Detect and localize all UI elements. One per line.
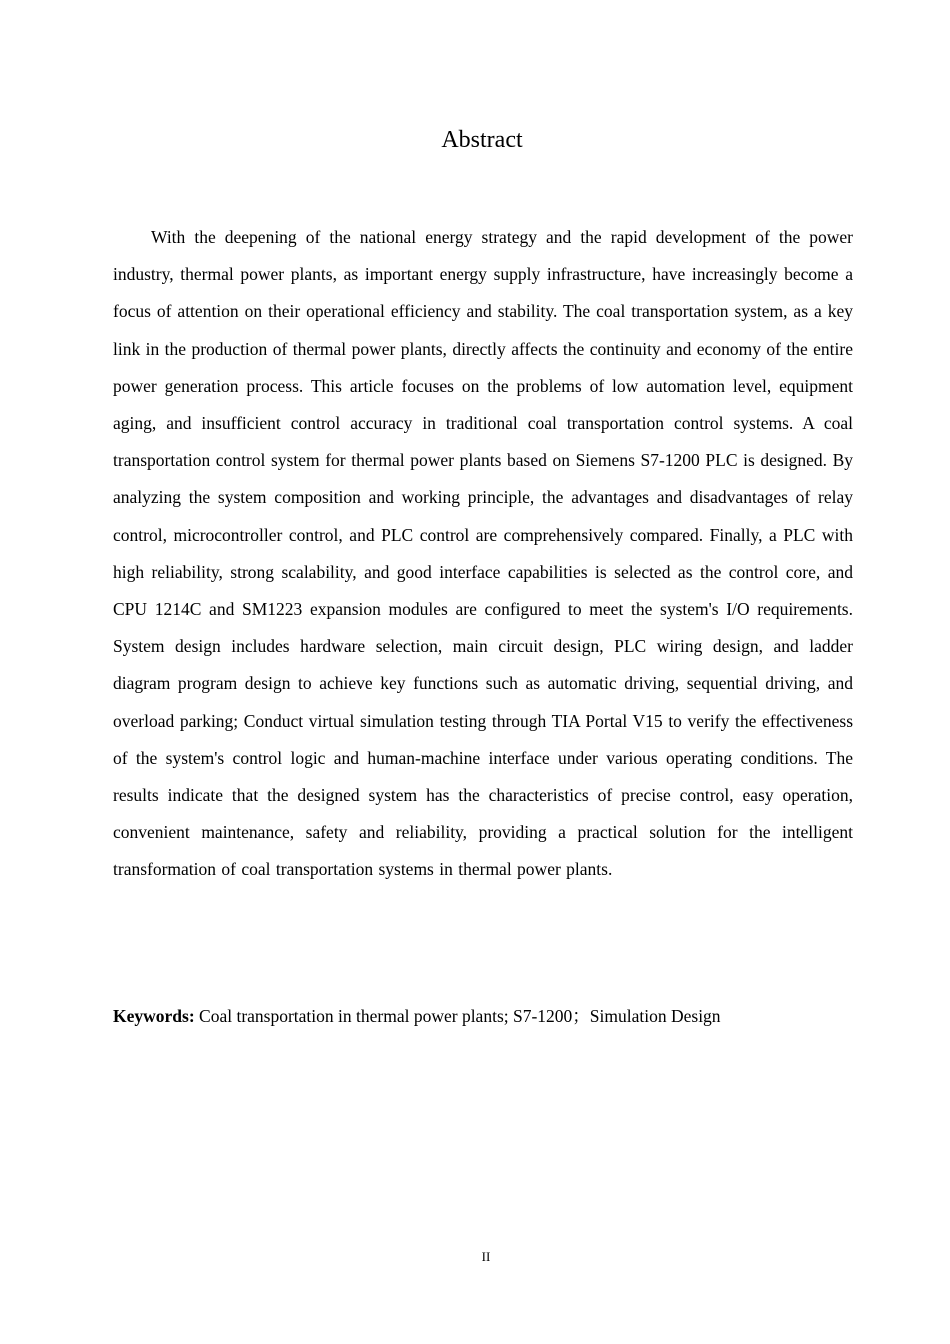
page-number: II xyxy=(481,1249,491,1264)
keywords-label: Keywords: xyxy=(113,1006,195,1026)
abstract-title: Abstract xyxy=(441,127,523,153)
keywords-line xyxy=(113,1000,853,1032)
abstract-body: With the deepening of the national energy strategy and the rapid development of the power industry, thermal power plants, as important energy supply infrastructure, have increasingly become a focus of attention on their operational efficiency and stability. The coal transportation system, as a key link in the production of thermal power plants, directly affects the continuity and economy of the entire power generation process. This article focuses on the problems of low automation level, equipment aging, and insufficient control accuracy in traditional coal transportation control systems. A coal transportation control system for thermal power plants based on Siemens S7-1200 PLC is designed. By analyzing the system composition and working principle, the advantages and disadvantages of relay control, microcontroller control, and PLC control are comprehensively compared. Finally, a PLC with high reliability, strong scalability, and good interface capabilities is selected as the control core, and CPU 1214C and SM1223 expansion modules are configured to meet the system's I/O requirements. System design includes hardware selection, main circuit design, PLC wiring design, and ladder diagram program design to achieve key functions such as automatic driving, sequential driving, and overload parking; Conduct virtual simulation testing through TIA Portal V15 to verify the effectiveness of the system's control logic and human-machine interface under various operating conditions. The results indicate that the designed system has the characteristics of precise control, easy operation, convenient maintenance, safety and reliability, providing a practical solution for the intelligent transformation of coal transportation systems in thermal power plants. xyxy=(113,227,853,880)
keywords-text: Coal transportation in thermal power plants; S7-1200；Simulation Design xyxy=(199,1006,721,1026)
